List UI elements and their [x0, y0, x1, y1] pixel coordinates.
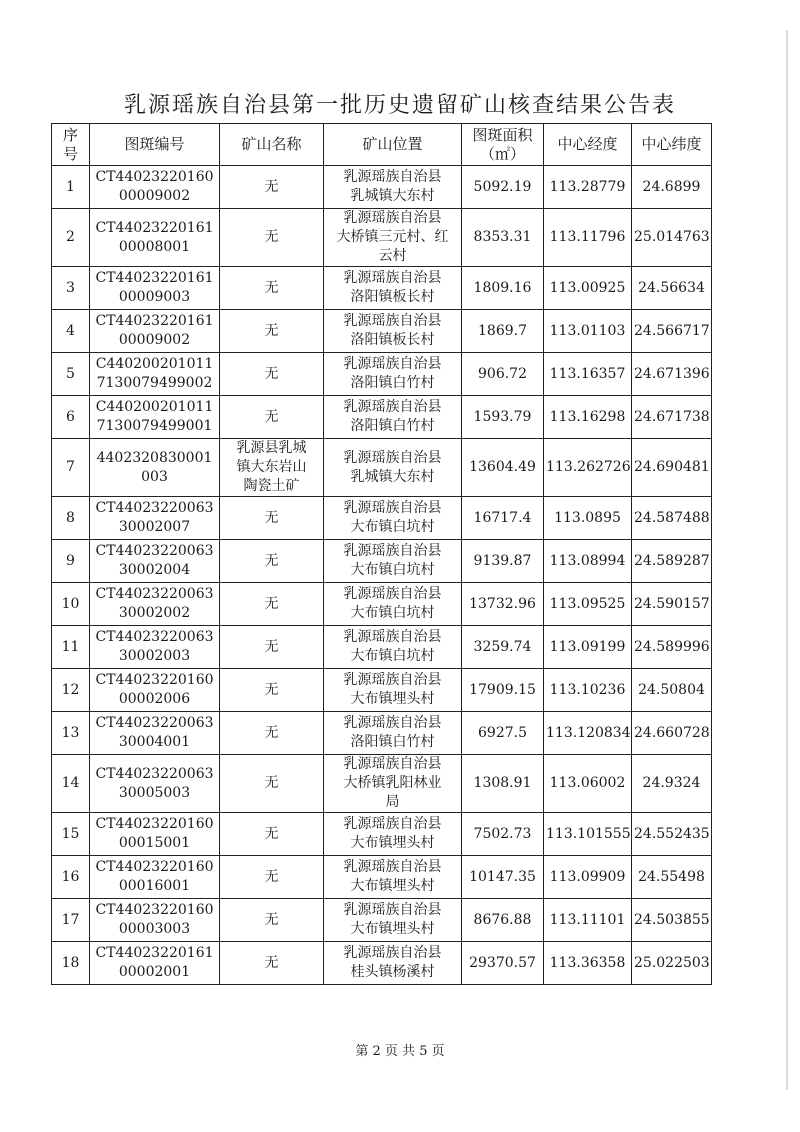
- table-row: [52, 497, 712, 540]
- cell-index: 11: [52, 626, 90, 669]
- cell-mine-name: 无: [220, 540, 324, 583]
- table-row: [52, 209, 712, 267]
- cell-longitude: 113.06002: [544, 755, 632, 813]
- cell-area: 6927.5: [462, 712, 544, 755]
- cell-location: 乳源瑶族自治县 大布镇埋头村: [324, 899, 462, 942]
- col-header-index: 序 号: [52, 124, 90, 166]
- cell-mine-name: 无: [220, 813, 324, 856]
- table-row: [52, 540, 712, 583]
- cell-code: CT44023220161 00009003: [90, 267, 220, 310]
- cell-mine-name: 无: [220, 209, 324, 267]
- cell-mine-name: 无: [220, 856, 324, 899]
- cell-location: 乳源瑶族自治县 大桥镇乳阳林业 局: [324, 755, 462, 813]
- cell-area: 1593.79: [462, 396, 544, 439]
- cell-latitude: 24.671396: [632, 353, 712, 396]
- cell-area: 17909.15: [462, 669, 544, 712]
- cell-latitude: 24.671738: [632, 396, 712, 439]
- cell-area: 906.72: [462, 353, 544, 396]
- cell-code: CT44023220160 00016001: [90, 856, 220, 899]
- cell-location: 乳源瑶族自治县 大布镇白坑村: [324, 540, 462, 583]
- cell-code: CT44023220063 30002007: [90, 497, 220, 540]
- cell-mine-name: 无: [220, 310, 324, 353]
- table-row: [52, 755, 712, 813]
- cell-index: 16: [52, 856, 90, 899]
- cell-index: 14: [52, 755, 90, 813]
- cell-mine-name: 无: [220, 669, 324, 712]
- cell-area: 9139.87: [462, 540, 544, 583]
- table-row: [52, 267, 712, 310]
- cell-latitude: 24.552435: [632, 813, 712, 856]
- cell-mine-name: 无: [220, 353, 324, 396]
- table-row: [52, 583, 712, 626]
- cell-latitude: 24.566717: [632, 310, 712, 353]
- cell-index: 6: [52, 396, 90, 439]
- cell-code: CT44023220161 00009002: [90, 310, 220, 353]
- cell-area: 13604.49: [462, 439, 544, 497]
- cell-longitude: 113.00925: [544, 267, 632, 310]
- cell-longitude: 113.10236: [544, 669, 632, 712]
- cell-code: CT44023220160 00009002: [90, 166, 220, 209]
- cell-mine-name: 无: [220, 583, 324, 626]
- cell-mine-name: 无: [220, 899, 324, 942]
- cell-area: 13732.96: [462, 583, 544, 626]
- cell-longitude: 113.36358: [544, 942, 632, 985]
- cell-code: CT44023220063 30005003: [90, 755, 220, 813]
- table-row: [52, 166, 712, 209]
- cell-latitude: 24.690481: [632, 439, 712, 497]
- cell-longitude: 113.08994: [544, 540, 632, 583]
- cell-index: 9: [52, 540, 90, 583]
- cell-location: 乳源瑶族自治县 大布镇白坑村: [324, 626, 462, 669]
- cell-location: 乳源瑶族自治县 乳城镇大东村: [324, 439, 462, 497]
- cell-code: CT44023220063 30002003: [90, 626, 220, 669]
- cell-code: CT44023220161 00002001: [90, 942, 220, 985]
- cell-code: C440200201011 7130079499002: [90, 353, 220, 396]
- cell-index: 17: [52, 899, 90, 942]
- table-header-row: [52, 124, 712, 166]
- cell-area: 16717.4: [462, 497, 544, 540]
- cell-location: 乳源瑶族自治县 洛阳镇白竹村: [324, 712, 462, 755]
- table-row: [52, 353, 712, 396]
- cell-longitude: 113.262726: [544, 439, 632, 497]
- cell-location: 乳源瑶族自治县 大布镇白坑村: [324, 583, 462, 626]
- table-row: [52, 899, 712, 942]
- cell-latitude: 25.022503: [632, 942, 712, 985]
- cell-mine-name: 无: [220, 166, 324, 209]
- cell-longitude: 113.11796: [544, 209, 632, 267]
- cell-location: 乳源瑶族自治县 大布镇埋头村: [324, 856, 462, 899]
- cell-latitude: 24.9324: [632, 755, 712, 813]
- page-title: 乳源瑶族自治县第一批历史遗留矿山核查结果公告表: [123, 93, 676, 118]
- cell-code: C440200201011 7130079499001: [90, 396, 220, 439]
- cell-code: CT44023220161 00008001: [90, 209, 220, 267]
- col-header-longitude: 中心经度: [544, 124, 632, 166]
- cell-latitude: 25.014763: [632, 209, 712, 267]
- cell-area: 1308.91: [462, 755, 544, 813]
- cell-latitude: 24.503855: [632, 899, 712, 942]
- col-header-name: 矿山名称: [220, 124, 324, 166]
- cell-longitude: 113.120834: [544, 712, 632, 755]
- scan-edge-right: [786, 30, 788, 1090]
- cell-index: 18: [52, 942, 90, 985]
- cell-latitude: 24.660728: [632, 712, 712, 755]
- col-header-code: 图斑编号: [90, 124, 220, 166]
- cell-area: 3259.74: [462, 626, 544, 669]
- cell-index: 10: [52, 583, 90, 626]
- cell-location: 乳源瑶族自治县 大布镇埋头村: [324, 669, 462, 712]
- cell-index: 13: [52, 712, 90, 755]
- cell-location: 乳源瑶族自治县 洛阳镇白竹村: [324, 353, 462, 396]
- cell-area: 1809.16: [462, 267, 544, 310]
- cell-area: 8676.88: [462, 899, 544, 942]
- cell-longitude: 113.0895: [544, 497, 632, 540]
- cell-index: 3: [52, 267, 90, 310]
- cell-longitude: 113.09909: [544, 856, 632, 899]
- cell-mine-name: 无: [220, 712, 324, 755]
- cell-latitude: 24.50804: [632, 669, 712, 712]
- cell-index: 1: [52, 166, 90, 209]
- cell-index: 2: [52, 209, 90, 267]
- col-header-location: 矿山位置: [324, 124, 462, 166]
- cell-latitude: 24.56634: [632, 267, 712, 310]
- cell-index: 15: [52, 813, 90, 856]
- cell-longitude: 113.101555: [544, 813, 632, 856]
- cell-mine-name: 无: [220, 267, 324, 310]
- cell-mine-name: 无: [220, 755, 324, 813]
- col-header-latitude: 中心纬度: [632, 124, 712, 166]
- cell-location: 乳源瑶族自治县 洛阳镇板长村: [324, 310, 462, 353]
- cell-location: 乳源瑶族自治县 乳城镇大东村: [324, 166, 462, 209]
- cell-latitude: 24.6899: [632, 166, 712, 209]
- table-row: [52, 310, 712, 353]
- cell-area: 5092.19: [462, 166, 544, 209]
- cell-location: 乳源瑶族自治县 大布镇埋头村: [324, 813, 462, 856]
- cell-mine-name: 无: [220, 942, 324, 985]
- cell-longitude: 113.28779: [544, 166, 632, 209]
- cell-index: 4: [52, 310, 90, 353]
- table-row: [52, 396, 712, 439]
- cell-latitude: 24.589287: [632, 540, 712, 583]
- cell-longitude: 113.16357: [544, 353, 632, 396]
- cell-mine-name: 无: [220, 626, 324, 669]
- cell-code: CT44023220063 30004001: [90, 712, 220, 755]
- cell-latitude: 24.590157: [632, 583, 712, 626]
- table-row: [52, 626, 712, 669]
- table-row: [52, 856, 712, 899]
- cell-mine-name: 无: [220, 497, 324, 540]
- cell-area: 10147.35: [462, 856, 544, 899]
- cell-code: CT44023220063 30002004: [90, 540, 220, 583]
- cell-longitude: 113.09199: [544, 626, 632, 669]
- cell-index: 8: [52, 497, 90, 540]
- table-row: [52, 669, 712, 712]
- cell-mine-name: 乳源县乳城 镇大东岩山 陶瓷土矿: [220, 439, 324, 497]
- cell-location: 乳源瑶族自治县 洛阳镇板长村: [324, 267, 462, 310]
- cell-longitude: 113.09525: [544, 583, 632, 626]
- cell-code: CT44023220160 00002006: [90, 669, 220, 712]
- page-number: 第 2 页 共 5 页: [355, 1044, 445, 1059]
- cell-code: 4402320830001 003: [90, 439, 220, 497]
- table-row: [52, 942, 712, 985]
- cell-index: 12: [52, 669, 90, 712]
- cell-area: 1869.7: [462, 310, 544, 353]
- cell-area: 7502.73: [462, 813, 544, 856]
- cell-longitude: 113.01103: [544, 310, 632, 353]
- cell-location: 乳源瑶族自治县 大布镇白坑村: [324, 497, 462, 540]
- cell-area: 8353.31: [462, 209, 544, 267]
- cell-code: CT44023220160 00003003: [90, 899, 220, 942]
- cell-index: 7: [52, 439, 90, 497]
- cell-longitude: 113.16298: [544, 396, 632, 439]
- table-row: [52, 439, 712, 497]
- col-header-area: 图斑面积 （㎡）: [462, 124, 544, 166]
- cell-location: 乳源瑶族自治县 洛阳镇白竹村: [324, 396, 462, 439]
- table-row: [52, 813, 712, 856]
- cell-longitude: 113.11101: [544, 899, 632, 942]
- cell-location: 乳源瑶族自治县 桂头镇杨溪村: [324, 942, 462, 985]
- cell-index: 5: [52, 353, 90, 396]
- cell-mine-name: 无: [220, 396, 324, 439]
- cell-latitude: 24.55498: [632, 856, 712, 899]
- cell-latitude: 24.589996: [632, 626, 712, 669]
- results-table: [51, 123, 712, 985]
- cell-code: CT44023220160 00015001: [90, 813, 220, 856]
- cell-area: 29370.57: [462, 942, 544, 985]
- table-row: [52, 712, 712, 755]
- cell-code: CT44023220063 30002002: [90, 583, 220, 626]
- cell-location: 乳源瑶族自治县 大桥镇三元村、红 云村: [324, 209, 462, 267]
- cell-latitude: 24.587488: [632, 497, 712, 540]
